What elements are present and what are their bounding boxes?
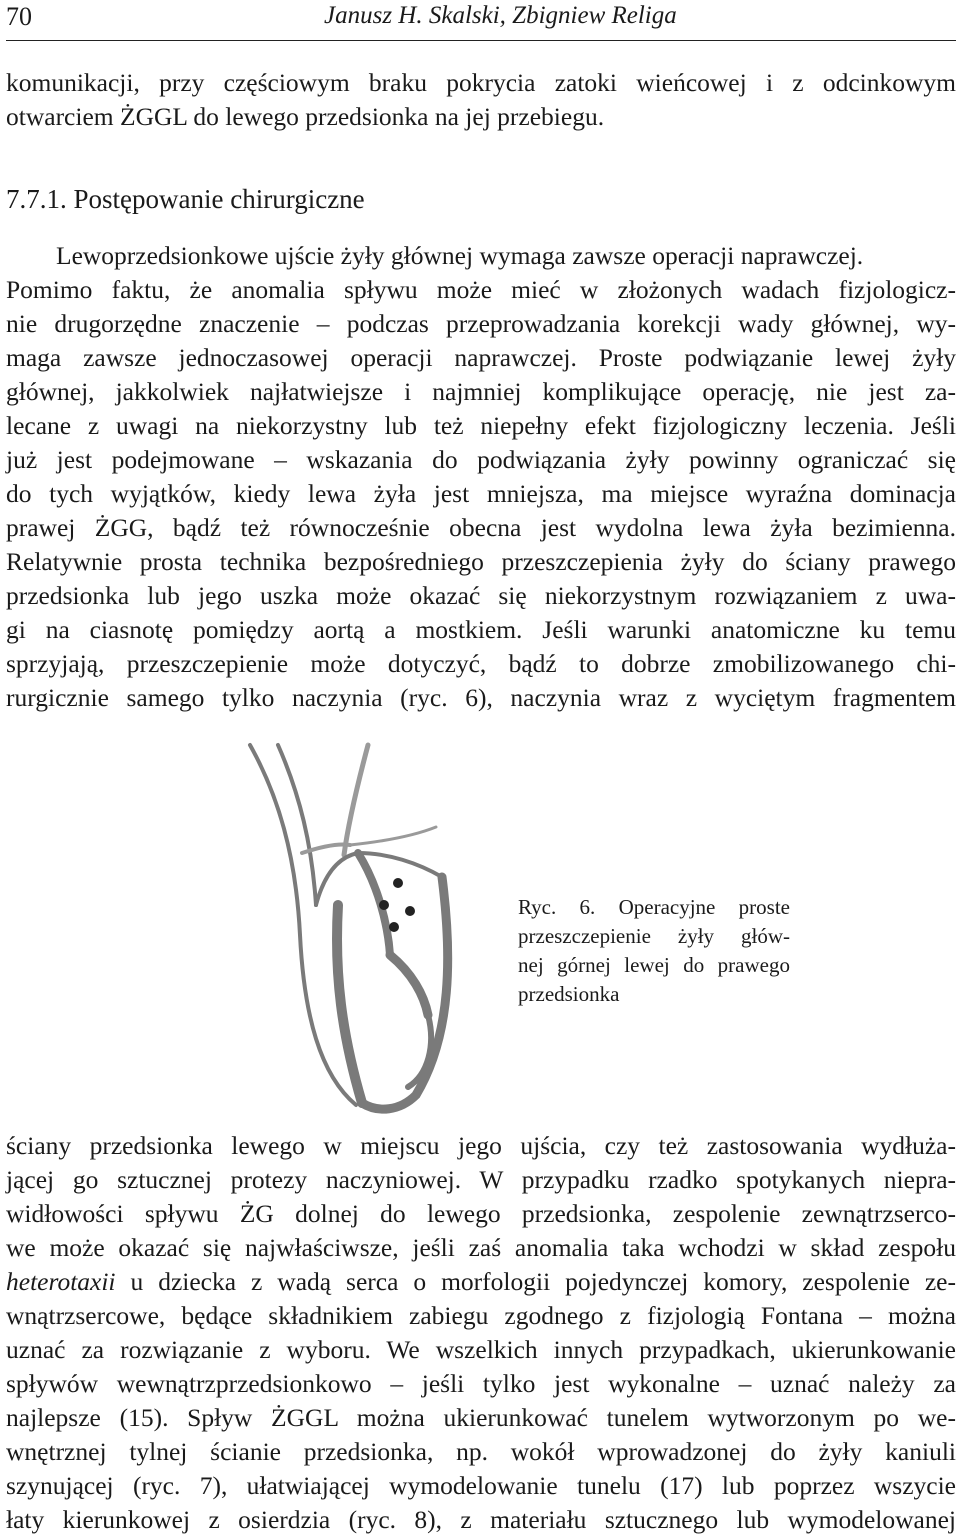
paragraph-line: gi na ciasnotę pomiędzy aortą a mostkiem. Jeśli warunki anatomiczne ku temu bbox=[6, 615, 956, 644]
running-header bbox=[6, 0, 956, 41]
paragraph-line: widłowości spływu ŻG dolnej do lewego przedsionka, zespolenie zewnątrzserco- bbox=[6, 1199, 956, 1228]
paragraph-line: we może okazać się najwłaściwsze, jeśli zaś anomalia taka wchodzi w skład zespołu bbox=[6, 1233, 956, 1262]
heart-walls bbox=[250, 745, 448, 1109]
paragraph-line: wnętrznej tylnej ścianie przedsionka, np. wokół wprowadzonej do żyły kaniuli bbox=[6, 1437, 956, 1466]
paragraph-line: już jest podejmowane – wskazania do podwiązania żyły powinny ograniczać się bbox=[6, 445, 956, 474]
intro-line: otwarciem ŻGGL do lewego przedsionka na jej przebiegu. bbox=[6, 102, 605, 131]
transplanted-vein bbox=[344, 745, 368, 855]
section-heading: 7.7.1. Postępowanie chirurgiczne bbox=[6, 184, 365, 214]
paragraph-line: Lewoprzedsionkowe ujście żyły głównej wymaga zawsze operacji naprawczej. bbox=[56, 241, 864, 270]
paragraph-line: spływów wewnątrzprzedsionkowo – jeśli tylko jest wykonalne – uznać należy za bbox=[6, 1369, 956, 1398]
ventricle-wall bbox=[362, 877, 448, 1109]
paragraph-line: Pomimo faktu, że anomalia spływu może mieć w złożonych wadach fizjologicz- bbox=[6, 275, 956, 304]
caption-line: przedsionka bbox=[518, 982, 620, 1006]
dot bbox=[405, 906, 415, 916]
paragraph-line: wnątrzsercowe, będące składnikiem zabiegu zgodnego z fizjologią Fontana – można bbox=[6, 1301, 956, 1330]
paragraph-line: do tych wyjątków, kiedy lewa żyła jest mniejsza, ma miejsce wyraźna dominacja bbox=[6, 479, 956, 508]
left-heart-wall bbox=[337, 905, 362, 1103]
caption-line: nej górnej lewej do prawego bbox=[518, 953, 790, 977]
caption-line: Ryc. 6. Operacyjne proste bbox=[518, 895, 790, 919]
paragraph-line: sprzyjają, przeszczepienie może dotyczyć, bądź to dobrze zmobilizowanego chi- bbox=[6, 649, 956, 678]
paragraph-line: nie drugorzędne znaczenie – podczas przeprowadzania korekcji wady głównej, wy- bbox=[6, 309, 956, 338]
paragraph-line: lecane z uwagi na niekorzystny lub też niepełny efekt fizjologiczny leczenia. Jeśli bbox=[6, 411, 956, 440]
dot bbox=[389, 922, 399, 932]
paragraph-line: heterotaxii u dziecka z wadą serca o morfologii pojedynczej komory, zespolenie ze- bbox=[6, 1267, 956, 1296]
paragraph-line: ściany przedsionka lewego w miejscu jego ujścia, czy też zastosowania wydłuża- bbox=[6, 1131, 956, 1160]
septum-wall bbox=[390, 955, 428, 1015]
paragraph-line: najlepsze (15). Spływ ŻGGL można ukierunkować tunelem wytworzonym po we- bbox=[6, 1403, 956, 1432]
figure-caption bbox=[518, 893, 790, 1009]
italic-term: heterotaxii bbox=[6, 1267, 116, 1296]
vein-branch-right bbox=[350, 827, 436, 845]
dot bbox=[393, 878, 403, 888]
paragraph-line: szynującej (ryc. 7), ułatwiającej wymodelowanie tunelu (17) lub poprzez wszycie bbox=[6, 1471, 956, 1500]
caption-line: przeszczepienie żyły głów- bbox=[518, 924, 790, 948]
paragraph-line: maga zawsze jednoczasowej operacji naprawczej. Proste podwiązanie lewej żyły bbox=[6, 343, 956, 372]
page-number: 70 bbox=[6, 2, 32, 31]
intro-line: komunikacji, przy częściowym braku pokrycia zatoki wieńcowej i z odcinkowym bbox=[6, 68, 956, 97]
paragraph-line: przedsionka lub jego uszka może okazać się niekorzystnym rozwiązaniem z uwa- bbox=[6, 581, 956, 610]
dot bbox=[379, 900, 389, 910]
paragraph-line: głównej, jakkolwiek najłatwiejsze i najmniej komplikujące operację, nie jest za- bbox=[6, 377, 956, 406]
paragraph-line: jącej go sztucznej protezy naczyniowej. W przypadku rzadko spotykanych niepra- bbox=[6, 1165, 956, 1194]
paragraph-line: uznać za rozwiązanie z wyboru. We wszelkich innych przypadkach, ukierunkowanie bbox=[6, 1335, 956, 1364]
running-head-authors: Janusz H. Skalski, Zbigniew Religa bbox=[324, 2, 677, 29]
paragraph-line: łaty kierunkowej z osierdzia (ryc. 8), z materiału sztucznego lub wymodelowanej bbox=[6, 1505, 956, 1534]
heart-diagram-figure bbox=[238, 735, 470, 1115]
paragraph-line: rurgicznie samego tylko naczynia (ryc. 6), naczynia wraz z wyciętym fragmentem bbox=[6, 683, 956, 712]
paragraph-line: Relatywnie prosta technika bezpośredniego przeszczepienia żyły do ściany prawego bbox=[6, 547, 956, 576]
paragraph-line: prawej ŻGG, bądź też równocześnie obecna jest wydolna lewa żyła bezimienna. bbox=[6, 513, 956, 542]
